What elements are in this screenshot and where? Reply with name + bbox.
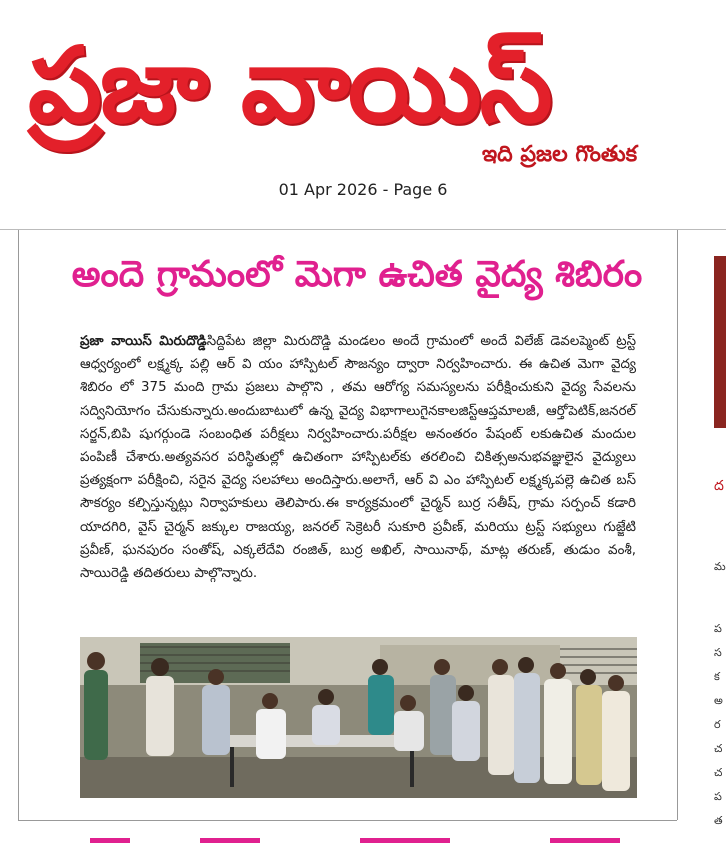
adjacent-column-fragment <box>700 230 726 843</box>
article-dateline: ప్రజా వాయిస్ మిరుదొడ్డి <box>80 334 207 349</box>
article-headline: అందె గ్రామంలో మెగా ఉచిత వైద్య శిబిరం <box>71 254 643 295</box>
article-bottom-rule <box>18 820 677 821</box>
adjacent-glyph: ప <box>714 622 722 635</box>
next-article-headline-fragment <box>80 828 640 843</box>
adjacent-glyph: ద <box>714 478 724 494</box>
adjacent-glyph: మ <box>714 560 726 573</box>
adjacent-column-photo <box>714 256 726 428</box>
adjacent-glyph: త <box>714 814 723 827</box>
article-body-text: సిద్దిపేట జిల్లా మిరుదొడ్డి మండలం అందే గ్రామంలో అందే విలేజ్ డెవలప్మెంట్ ట్రస్ట్ ఆధ్వర్యంలో లక్ష్మక్క పల్లి ఆర్ వి యం హాస్పిటల్ సౌజన్యం ద్వారా నిర్వహించారు. ఈ ఉచిత మెగా వైద్య శిబిరం లో 375 మంది గ్రామ ప్రజలు పాల్గొని , తమ ఆరోగ్య సమస్యలను పరీక్షించుకుని వైద్య సేవలను సద్వినియోగం చేసుకున్నారు.అందుబాటులో ఉన్న వైద్య విభాగాలుగైనకాలజిస్ట్ఆప్తమాలజీ, ఆర్తోపెటిక్,జనరల్ సర్జన్,బిపి షుగర్గుండె సంబంధిత పరీక్షలు నిర్వహించారు.పరీక్షల అనంతరం పేషంట్ లకుఉచిత మందుల పంపిణీ చేశారు.అత్యవసర పరిస్థితుల్లో ఉచితంగా హాస్పిటల్‌కు తరలించి చికిత్సఅనుభవజ్ఞులైన వైద్యులు ప్రత్యక్షంగా పరీక్షించి, సరైన వైద్య సలహాలు అందిస్తారు.అలాగే, ఆర్ వి ఎం హాస్పిటల్ లక్ష్మక్కపల్లె ఉచిత బస్ సౌకర్యం కల్పిస్తున్నట్లు నిర్వాహకులు తెలిపారు.ఈ కార్యక్రమంలో చైర్మన్ బుర్ర సతీష్, గ్రామ సర్పంచ్ కడారి యాదగిరి, వైస్ చైర్మన్ జక్కుల రాజయ్య, జనరల్ సెక్రెటరీ సుకూరి ప్రవీణ్, మరియు ట్రస్ట్ సభ్యులు గుజ్జేటి ప్రవీణ్, ఘనపురం సంతోష్, ఎక్కలేదేవి రంజిత్, బుర్ర అఖిల్, సాయినాథ్, మాట్ల తరుణ్, తుడుం వంశీ, సాయిరెడ్డి తదితరులు పాల్గొన్నారు. <box>80 334 637 582</box>
adjacent-glyph: ర <box>714 718 721 731</box>
edition-line: 01 Apr 2026 - Page 6 <box>278 180 448 199</box>
next-article-strip <box>80 828 640 843</box>
article-body <box>80 330 636 585</box>
adjacent-glyph: చ <box>714 742 723 755</box>
masthead <box>0 0 726 228</box>
tagline: ఇది ప్రజల గొంతుక <box>482 142 638 167</box>
adjacent-glyph: క <box>714 670 720 683</box>
medical-camp-photo-illustration <box>80 637 637 798</box>
adjacent-glyph: చ <box>714 766 723 779</box>
adjacent-glyph: అ <box>714 694 723 707</box>
newspaper-logo: ప్రజా వాయిస్ <box>28 24 551 146</box>
adjacent-glyph: ప <box>714 790 722 803</box>
adjacent-glyph: స <box>714 646 722 659</box>
edition-date-page <box>0 180 726 199</box>
article-photo <box>80 637 637 798</box>
